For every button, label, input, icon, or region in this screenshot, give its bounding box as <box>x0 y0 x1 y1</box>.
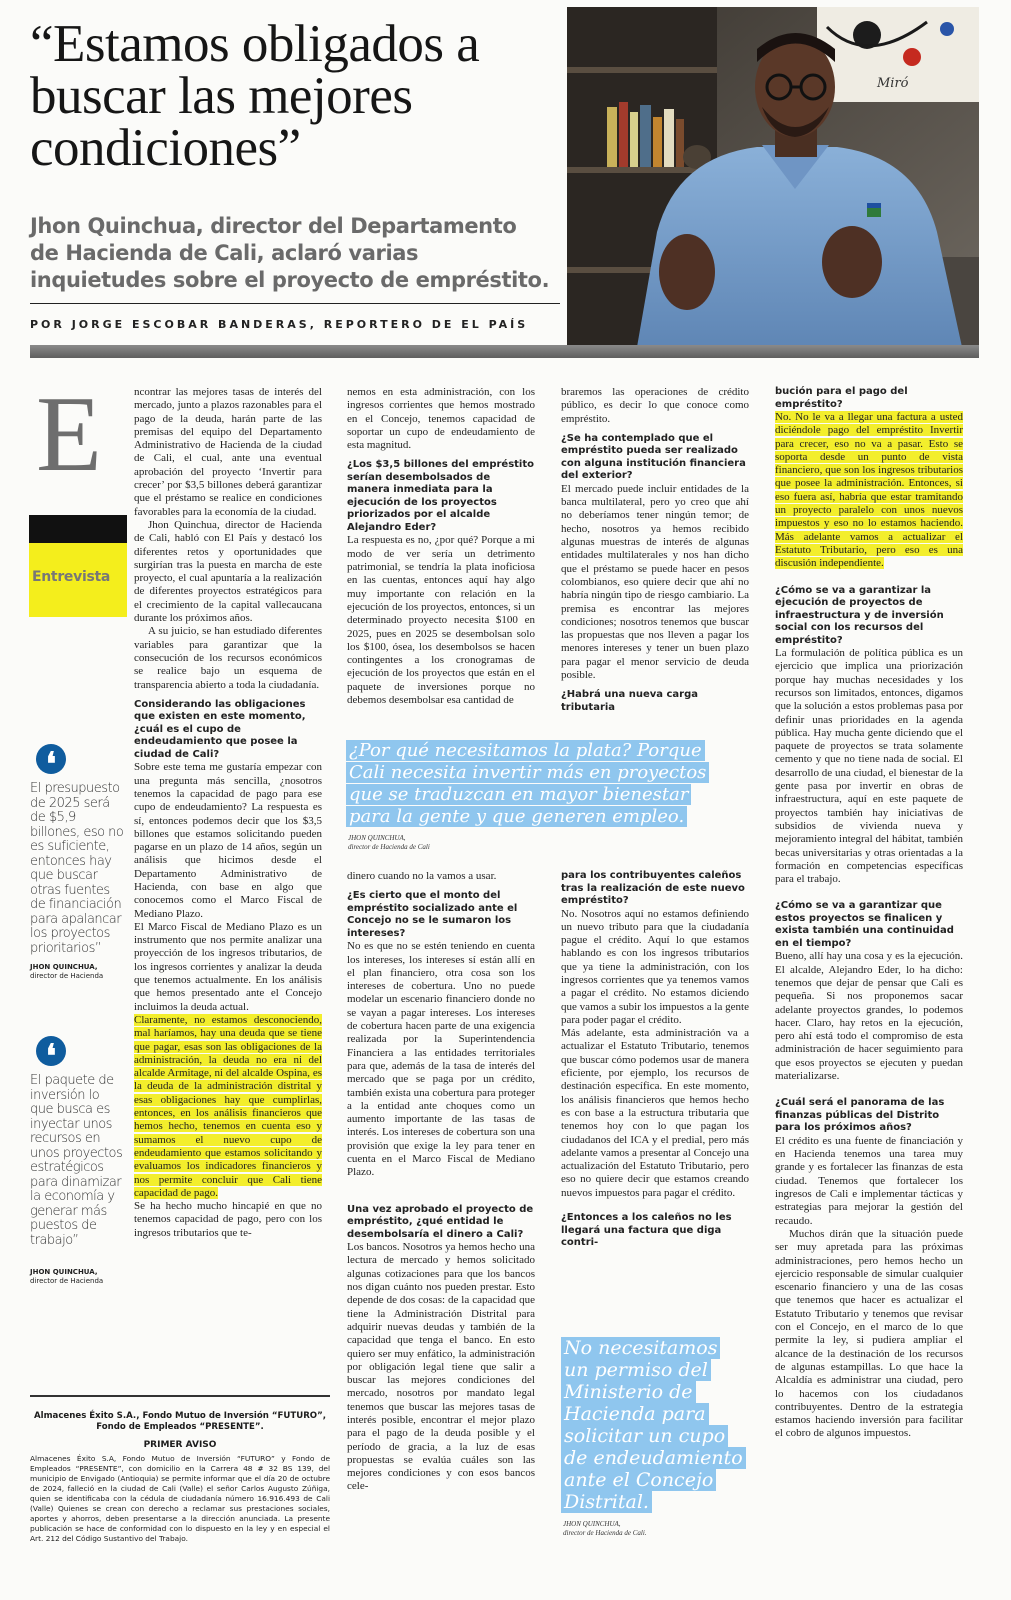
notice-subtitle: PRIMER AVISO <box>143 1440 217 1450</box>
paragraph: dinero cuando no la vamos a usar. <box>347 870 497 882</box>
paragraph: Más adelante, esta administración va a actualizar el Estatuto Tributario, tenemos que buscar cómo podemos usar de manera eficiente, por ejemplo, los recursos de destinación específica. En este momento, los análisis financieros que hemos hecho es con base a la estructura tributaria que tenemos hoy con lo que pagan los ciudadanos del ICA y el predial, pero más adelante vamos a presentar al Concejo una actualización del Estatuto Tributario, pero eso no quiere decir que estamos creando nuevos impuestos para pagar el crédito. <box>561 1027 749 1199</box>
interview-question: ¿Cómo se va a garantizar la ejecución de proyectos de infraestructura y de inversión social con los recursos del empréstito? <box>775 584 944 646</box>
interview-question: ¿Es cierto que el monto del empréstito socializado ante el Concejo no se le sumaron los intereses? <box>347 890 518 939</box>
pull-quote-attribution <box>348 834 548 852</box>
painting-signature: Miró <box>877 76 909 91</box>
attribution-role: director de Hacienda <box>30 972 104 980</box>
notice-body: Almacenes Éxito S.A, Fondo Mutuo de Inversión “FUTURO” y Fondo de Empleados “PRESENTE”, con domicilio en la Carrera 48 # 32 BS 139, del municipio de Envigado (Antioquia) se permite informar que el día 20 de octubre de 2024, falleció en la ciudad de Cali (Valle) el señor Carlos Augusto Zúñiga, quien se identificaba con la cédula de ciudadanía número 16.916.493 de Cali (Valle) Quienes se crean con derecho a reclamar sus prestaciones sociales, aportes y ahorros, deben presentarse a la dirección anunciada. La presente publicación se hace de conformidad con lo dispuesto en la ley y en especial el Art. 212 del Código Sustantivo del Trabajo. <box>30 1454 330 1543</box>
tag-bar <box>29 515 127 543</box>
article-column-2-continued <box>347 870 535 1494</box>
headline: “Estamos obligados a buscar las mejores condiciones” <box>30 15 480 177</box>
interview-question: para los contribuyentes caleños tras la realización de este nuevo empréstito? <box>561 870 745 906</box>
paragraph: Se ha hecho mucho hincapié en que no tenemos capacidad de pago, pero con los ingresos tributarios que te- <box>134 1200 322 1239</box>
article-column-2 <box>347 386 535 707</box>
paragraph: La respuesta es no, ¿por qué? Porque a mi modo de ver sería un detrimento patrimonial, se tendría la plata inoficiosa en las cuentas, entonces aquí hay algo muy importante con relación en la ejecución de los proyectos, entonces, si un determinado proyecto necesita $100 en 2025, pues en 2025 se desembolsan solo los $100, ósea, los desembolsos se hacen contingentes a los cronogramas de ejecución de los proyectos que están en el paquete de inversiones porque no debemos desembolsar esa cantidad de <box>347 534 535 707</box>
interview-question: bución para el pago del empréstito? <box>775 386 908 410</box>
paragraph: Los bancos. Nosotros ya hemos hecho una lectura de mercado y hemos solicitado algunas cotizaciones para que los bancos nos digan cuánto nos pueden prestar. Esto depende de dos cosas: de la capacidad que tiene la Administración Distrital para adquirir nuevas deudas y también de la capacidad que tenga el banco. En esto quiero ser muy enfático, la administración por obligación legal tiene que salir a buscar las mejores condiciones del mercado, nosotros por mandato legal tenemos que buscar las mejores tasas de interés posible, encontrar el mejor plazo para el pago de la deuda posible y el período de gracia, a la luz de esas propuestas se evalúa cuáles son las mejores condiciones y con esos bancos cele- <box>347 1241 535 1493</box>
section-divider-bar <box>30 345 979 358</box>
paragraph: El Marco Fiscal de Mediano Plazo es un instrumento que nos permite analizar una proyección de los ingresos tributarios, de los ingresos corrientes y analizar la deuda que tenemos actualmente. En los análisis que hemos presentado ante el Concejo incluimos la deuda actual. <box>134 920 322 1013</box>
paragraph: A su juicio, se han estudiado diferentes variables para garantizar que la consecución de los recursos económicos se realice bajo un esquema de transparencia abierto a toda la ciudadanía. <box>134 625 322 691</box>
attribution-name: JHON QUINCHUA, <box>30 963 98 971</box>
paragraph: No es que no se estén teniendo en cuenta los intereses, los intereses sí están allí en el plan financiero, otra cosa son los intereses de cobertura. Uno no puede modelar un escenario financiero donde no se vayan a pagar intereses. Los intereses de cobertura hacen parte de una exigencia realizada por la Superintendencia Financiera a las entidades territoriales para que, además de la tasa de interés del mercado que se paga por un crédito, también exista una cobertura para proteger a la entidad ante choques como un aumento importante de las tasas de interés. Los intereses de cobertura son una provisión que exige la ley para tener en cuenta en el Marco Fiscal de Mediano Plazo. <box>347 940 535 1179</box>
highlighted-paragraph: Claramente, no estamos desconociendo, mal haríamos, hay una deuda que se tiene que pagar, esas son las obligaciones de la administración, la deuda no era ni del alcalde Armitage, ni del alcalde Ospina, es la deuda de la administración distrital y esas obligaciones hay que cumplirlas, entonces, en los análisis financieros que hemos hecho, tenemos en cuenta eso y sumamos el nuevo cupo de endeudamiento que estamos solicitando y evaluamos los indicadores financieros y nos permite concluir que Cali tiene capacidad de pago. <box>134 1013 322 1199</box>
interview-question: Una vez aprobado el proyecto de empréstito, ¿qué entidad le desembolsaría el dinero a Cali? <box>347 1203 534 1240</box>
attribution-name: JHON QUINCHUA, <box>563 1520 621 1528</box>
paragraph: Bueno, allí hay una cosa y es la ejecución. El alcalde, Alejandro Eder, lo ha dicho: tenemos que dejar de pensar que Cali es pequeña. Si nos proponemos sacar adelante proyectos grandes, lo podemos hacer. Claro, hay retos en la ejecución, pero ahí está todo el compromiso de esta administración de hacer seguimiento para que esos proyectos se ejecuten y puedan materializarse. <box>775 950 963 1083</box>
interview-question: ¿Habrá una nueva carga tributaria <box>561 689 698 713</box>
highlighted-paragraph: No. No le va a llegar una factura a usted diciéndole pago del empréstito Invertir para crecer, eso no va a pasar. Esto se soporta desde un punto de vista financiero, que son los ingresos tributarios que posee la administración. Entonces, si eso fuera así, habría que estar tramitando un proyecto paralelo con unos nuevos impuestos y eso no lo estamos haciendo. Más adelante vamos a actualizar el Estatuto Tributario, pero eso es una discusión independiente. <box>775 411 963 570</box>
pull-quote <box>346 740 726 828</box>
subheadline: Jhon Quinchua, director del Departamento de Hacienda de Cali, aclaró varias inquietudes sobre el proyecto de empréstito. <box>30 214 550 292</box>
attribution-role: director de Hacienda <box>30 1277 104 1285</box>
side-quote: El presupuesto de 2025 será de $5,9 billones, eso no es suficiente, entonces hay que buscar otras fuentes de financiación para apalancar los proyectos prioritarios” <box>30 781 124 956</box>
interview-question: ¿Los $3,5 billones del empréstito serían desembolsados de manera inmediata para la ejecución de los proyectos priorizados por el alcalde Alejandro Eder? <box>347 459 535 533</box>
divider <box>30 303 560 304</box>
pull-quote-attribution <box>563 1520 743 1538</box>
portrait-illustration <box>567 7 979 347</box>
paragraph: El mercado puede incluir entidades de la banca multilateral, pero yo creo que ahí no deberíamos tener ningún temor; de hecho, nosotros ya hemos recibido algunas muestras de interés de algunas entidades multilaterales y nos han dicho que el préstamo se puede hacer en pesos colombianos, eso quiere decir que ahí no habría ningún tipo de riesgo cambiario. La premisa es encontrar las mejores condiciones; nosotros tenemos que buscar las propuestas que nos lleven a pagar los menores intereses y tener un buen plazo para pagar el menor servicio de deuda posible. <box>561 482 749 682</box>
legal-notice <box>30 1395 330 1595</box>
side-quote-attribution <box>30 1268 125 1286</box>
quote-icon: ❛ <box>36 744 66 774</box>
interview-question: Considerando las obligaciones que existen en este momento, ¿cuál es el cupo de endeudamiento que posee la ciudad de Cali? <box>134 698 306 760</box>
byline: POR JORGE ESCOBAR BANDERAS, REPORTERO DE EL PAÍS <box>30 318 529 331</box>
attribution-name: JHON QUINCHUA, <box>348 834 406 842</box>
quote-icon: ❛ <box>36 1036 66 1066</box>
pull-quote <box>561 1337 746 1513</box>
article-column-1 <box>134 386 322 1240</box>
paragraph: braremos las operaciones de crédito público, es decir lo que conoce como empréstito. <box>561 386 749 425</box>
article-column-4 <box>775 386 963 1441</box>
drop-cap: E <box>36 375 102 494</box>
paragraph: ncontrar las mejores tasas de interés del mercado, junto a plazos razonables para el pago de la deuda, harán parte de las premisas del equipo del Departamento Administrativo de Hacienda de la ciudad de Cali, el cual, ante una eventual aprobación del proyecto ‘Invertir para crecer’ por $3,5 billones deberá garantizar que el préstamo se realice en condiciones favorables para la economía de la ciudad. <box>134 386 322 518</box>
article-column-3-continued <box>561 870 749 1250</box>
interview-question: ¿Se ha contemplado que el empréstito pueda ser realizado con alguna institución financiera del exterior? <box>561 432 746 482</box>
attribution-role: director de Hacienda de Cali <box>348 843 430 851</box>
pull-quote-text: No necesitamos un permiso del Ministerio de Hacienda para solicitar un cupo de endeudamiento ante el Concejo Distrital. <box>561 1337 746 1513</box>
paragraph: El crédito es una fuente de financiación y en Hacienda tenemos una tarea muy grande y es fortalecer las finanzas de esta ciudad. Tenemos que fortalecer los ingresos de Cali e implementar tácticas y estrategias para mejorar la gestión del recaudo. <box>775 1134 963 1227</box>
attribution-role: director de Hacienda de Cali. <box>563 1529 647 1537</box>
notice-title: Almacenes Éxito S.A., Fondo Mutuo de Inversión “FUTURO”, Fondo de Empleados “PRESENTE”. <box>33 1411 327 1432</box>
attribution-name: JHON QUINCHUA, <box>30 1268 98 1276</box>
paragraph: Muchos dirán que la situación puede ser muy apretada para las próximas administraciones, pero hemos hecho un ejercicio responsable de simular cualquier escenario financiero y una de las cosas que tenemos que hacer es actualizar el Estatuto Tributario y tenemos que revisar con el Concejo, en el marco de lo que permite la ley, si pudiera ampliar el alcance de la destinación de los recursos de algunas estampillas. Lo que hace la Alcaldía es administrar una ciudad, pero lo hacemos con los ciudadanos contribuyentes. Dentro de la estrategia estamos haciendo inversión para facilitar el cobro de algunos impuestos. <box>775 1227 963 1440</box>
interview-question: ¿Entonces a los caleños no les llegará una factura que diga contri- <box>561 1212 732 1249</box>
paragraph: No. Nosotros aquí no estamos definiendo un nuevo tributo para que la ciudadanía pague el crédito. Aquí lo que estamos hablando es con los ingresos tributarios que ya tiene la administración, con los ingresos corrientes que ya tenemos vamos a pagar el crédito. No estamos diciendo que vamos a subir los impuestos a la gente para poder pagar el crédito. <box>561 907 749 1026</box>
paragraph: La formulación de política pública es un ejercicio que implica una priorización porque hay muchas necesidades y los recursos son limitados, entonces, digamos que la solución a estos problemas pasa por definir unas prioridades en la agenda pública. Hay mucha gente diciendo que el paquete de proyectos se trata solamente cemento y que no tiene nada de social. El desarrollo de una ciudad, el bienestar de la gente pasa por invertir en obras de infraestructura, aquí en este paquete de proyectos también hay iniciativas de subsidios de vivienda nueva y mejoramiento integral del hábitat, también becas universitarias y otras orientadas a la formación en competencias específicas para el trabajo. <box>775 647 963 886</box>
side-quote: El paquete de inversión lo que busca es inyectar unos recursos en unos proyectos estratégicos para dinamizar la economía y generar más puestos de trabajo” <box>30 1073 123 1248</box>
side-quote-attribution <box>30 963 125 981</box>
interview-photo <box>567 7 979 347</box>
section-tag: Entrevista <box>29 543 127 617</box>
paragraph: nemos en esta administración, con los ingresos corrientes que hemos mostrado en el Concejo, tenemos capacidad de soportar un cupo de endeudamiento de esta magnitud. <box>347 386 535 452</box>
pull-quote-text: ¿Por qué necesitamos la plata? Porque Cali necesita invertir más en proyectos que se traduzcan en mayor bienestar para la gente y que generen empleo. <box>346 740 709 827</box>
interview-question: ¿Cómo se va a garantizar que estos proyectos se finalicen y exista también una continuidad en el tiempo? <box>775 900 954 949</box>
paragraph: Sobre este tema me gustaría empezar con una pregunta más sencilla, ¿nosotros tenemos la capacidad de pago para ese cupo de endeudamiento? La respuesta es sí, entonces podemos decir que los $3,5 billones que estamos solicitando pueden pagarse en un plazo de 14 años, según un análisis que hicimos desde el Departamento Administrativo de Hacienda, con base en algo que conocemos como el Marco Fiscal de Mediano Plazo. <box>134 761 322 920</box>
interview-question: ¿Cuál será el panorama de las finanzas públicas del Distrito para los próximos años? <box>775 1097 945 1134</box>
article-column-3 <box>561 386 749 714</box>
paragraph: Jhon Quinchua, director de Hacienda de Cali, habló con El País y destacó los diferentes retos y oportunidades que surgirían tras la puesta en marcha de este proyecto, el cual apuntaría a la realización de diferentes proyectos estratégicos para el crecimiento de la capital vallecaucana durante los próximos años. <box>134 518 322 625</box>
